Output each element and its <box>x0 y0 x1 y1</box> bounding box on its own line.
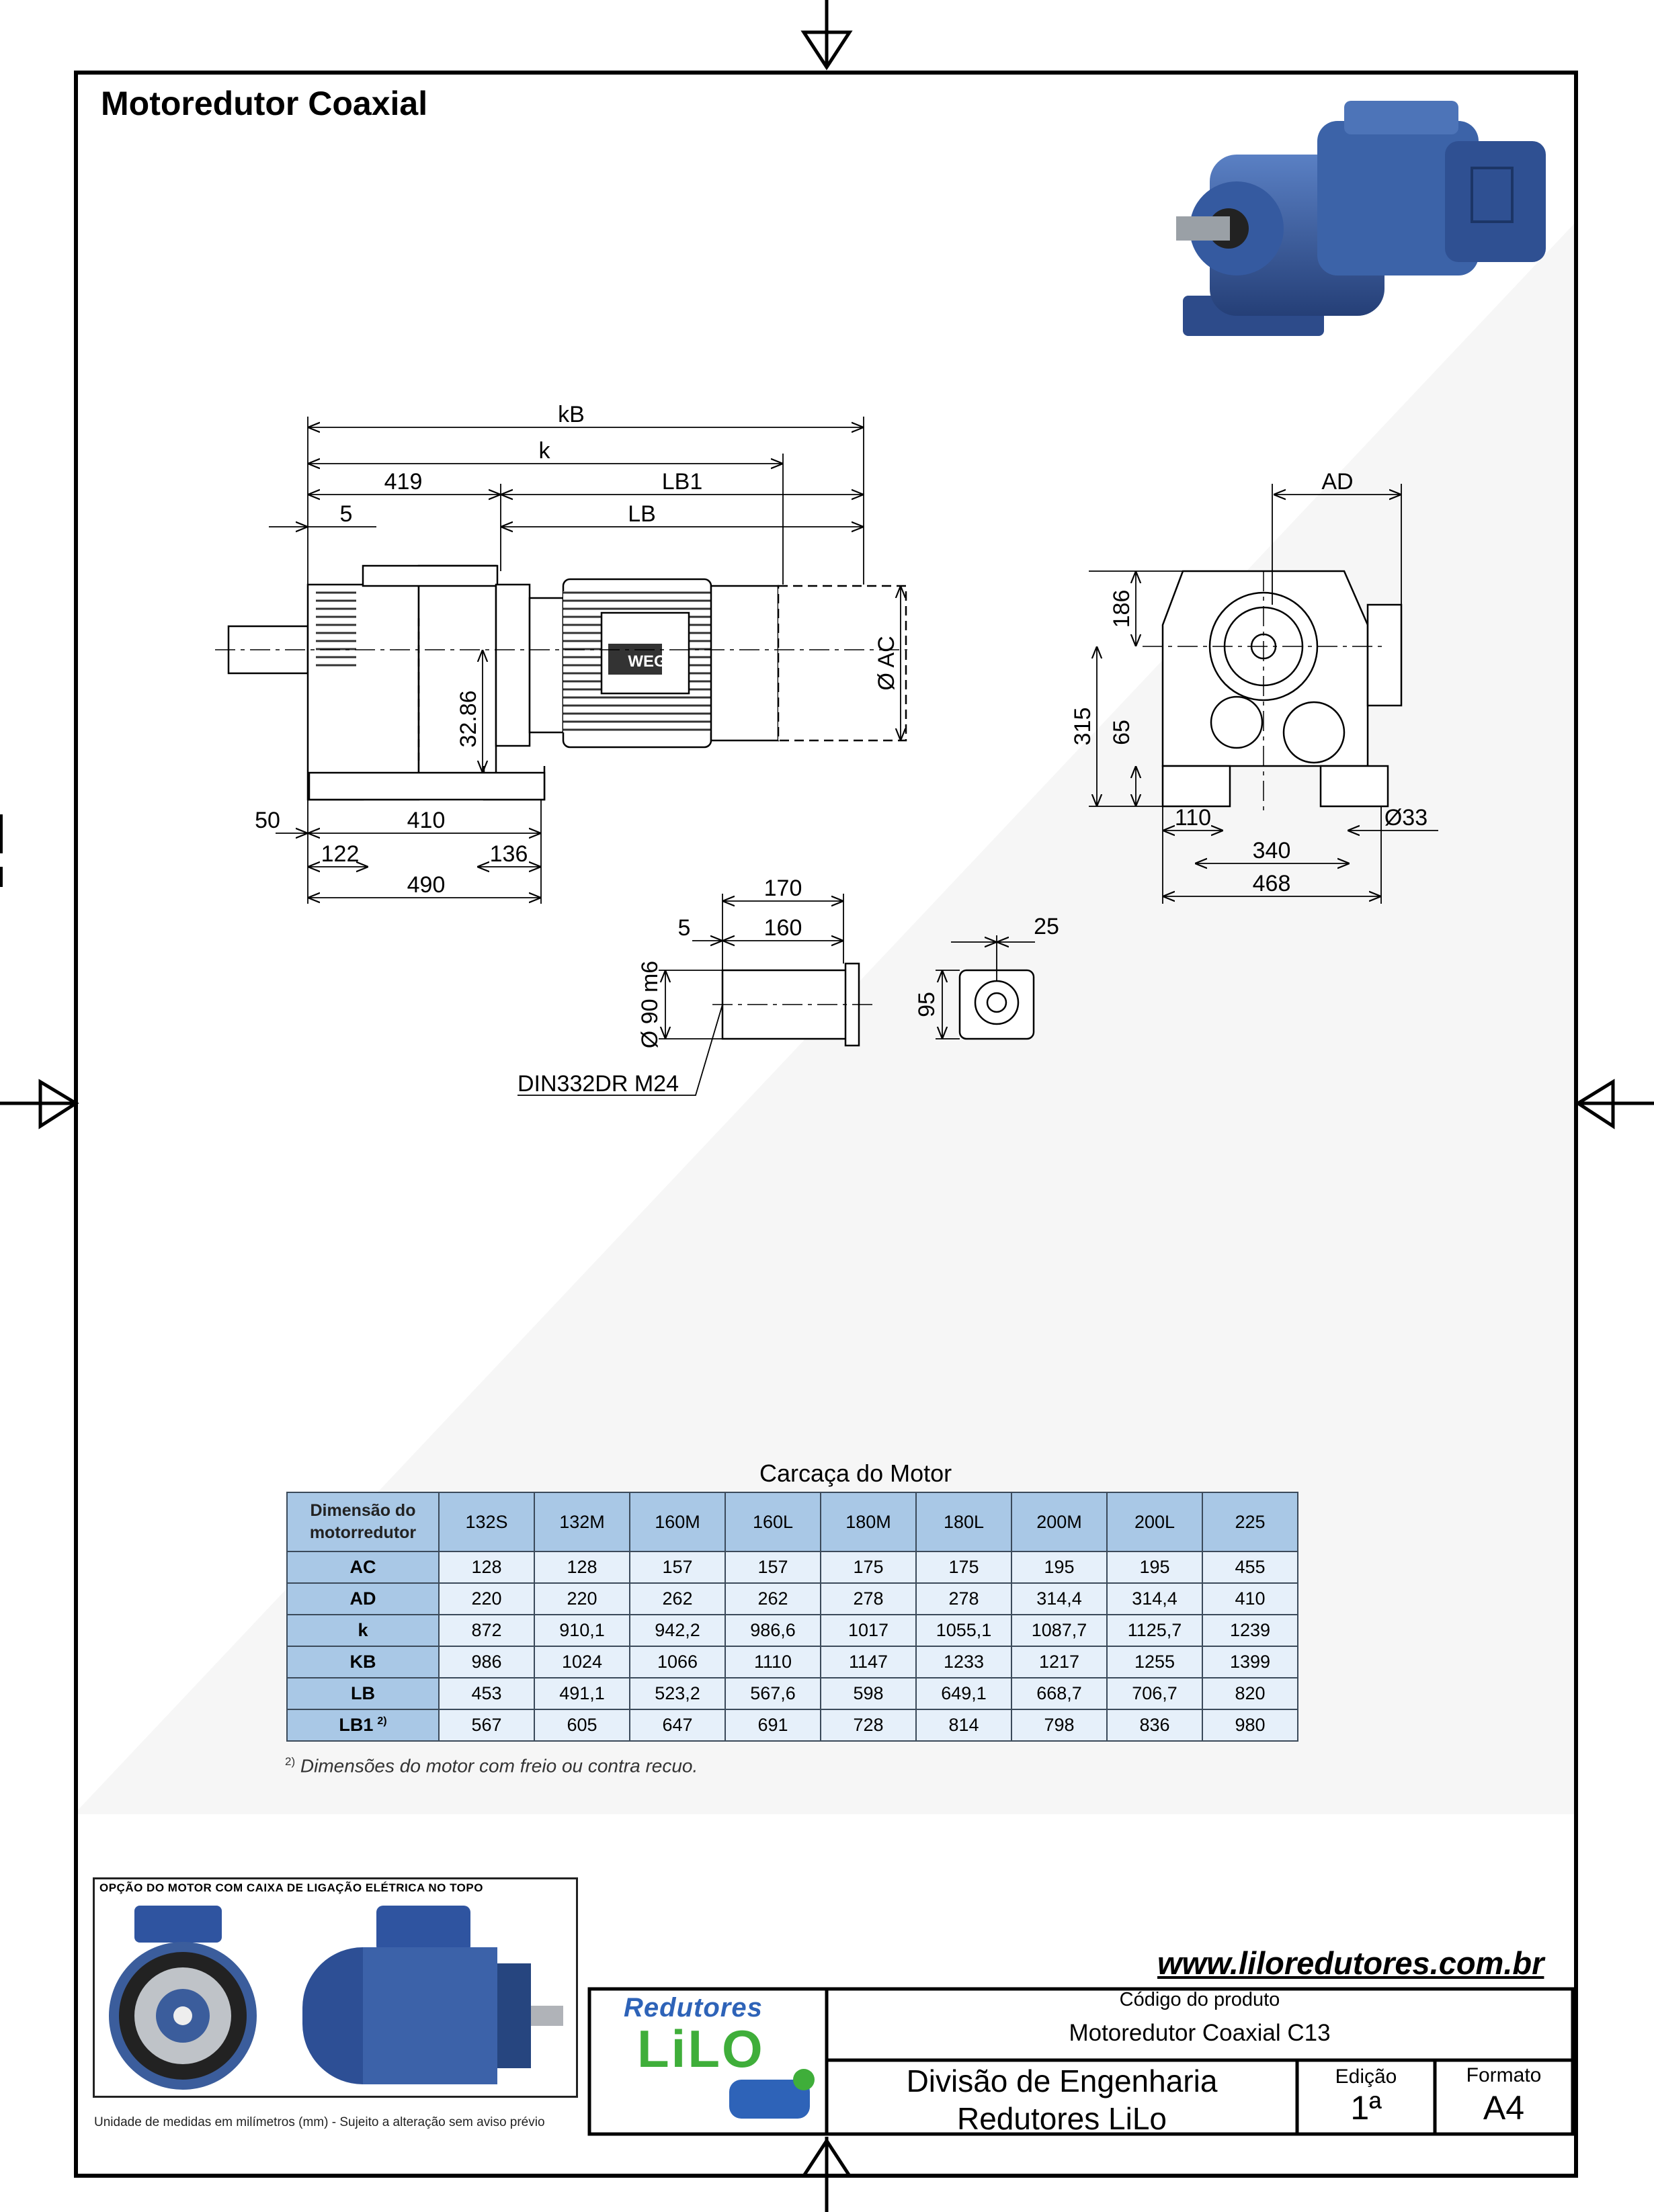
dim-label-033: Ø33 <box>1384 805 1428 831</box>
dim-label-122: 122 <box>321 841 360 867</box>
table-header-row <box>287 1492 1298 1551</box>
dim-label-k: k <box>538 438 550 464</box>
edition-value: 1ª <box>1350 2089 1382 2127</box>
dim-label-136: 136 <box>489 841 528 867</box>
product-code-label: Código do produto <box>1119 1989 1280 2010</box>
table-header-col: 180M <box>821 1492 916 1551</box>
table-cell: 1125,7 <box>1107 1615 1202 1646</box>
table-cell: 175 <box>916 1551 1011 1583</box>
table-cell: 1017 <box>821 1615 916 1646</box>
division-line-2: Redutores LiLo <box>957 2101 1167 2136</box>
dim-label-32-86: 32.86 <box>456 690 481 748</box>
table-cell: 278 <box>821 1583 916 1615</box>
table-cell: 453 <box>439 1678 534 1709</box>
table-cell: 278 <box>916 1583 1011 1615</box>
dim-label-315: 315 <box>1070 707 1095 746</box>
table-cell: 128 <box>534 1551 630 1583</box>
dim-label-kB: kB <box>558 402 585 427</box>
format-label: Formato <box>1466 2064 1542 2086</box>
table-header-col: 160L <box>725 1492 821 1551</box>
table-cell: 691 <box>725 1709 821 1741</box>
product-name: Motoredutor Coaxial C13 <box>1069 2020 1331 2046</box>
table-cell: 491,1 <box>534 1678 630 1709</box>
dim-label-LB1: LB1 <box>661 469 703 495</box>
table-header-col: 160M <box>630 1492 725 1551</box>
table-cell: 1087,7 <box>1011 1615 1107 1646</box>
table-cell: 980 <box>1202 1709 1298 1741</box>
table-row-label <box>287 1646 439 1678</box>
row-label-text: LB <box>351 1683 375 1703</box>
table-row <box>287 1583 1298 1615</box>
table-cell: 836 <box>1107 1709 1202 1741</box>
table-cell: 1255 <box>1107 1646 1202 1678</box>
center-marker-top <box>804 0 850 67</box>
dim-label-468: 468 <box>1252 871 1291 896</box>
row-label-text: LB1 <box>339 1715 374 1735</box>
dim-label-110: 110 <box>1174 805 1212 831</box>
table-cell: 668,7 <box>1011 1678 1107 1709</box>
table-row-label <box>287 1615 439 1646</box>
dim-label-090-m6: Ø 90 m6 <box>637 960 663 1049</box>
dim-label-25: 25 <box>1034 914 1059 939</box>
table-cell: 649,1 <box>916 1678 1011 1709</box>
table-cell: 1066 <box>630 1646 725 1678</box>
dim-label-170: 170 <box>763 876 802 901</box>
center-marker-bottom <box>804 2137 850 2212</box>
table-header-col: 200L <box>1107 1492 1202 1551</box>
table-cell: 647 <box>630 1709 725 1741</box>
table-cell: 820 <box>1202 1678 1298 1709</box>
dim-label-340: 340 <box>1252 838 1291 863</box>
table-cell: 195 <box>1107 1551 1202 1583</box>
table-cell: 1147 <box>821 1646 916 1678</box>
table-header-col: 200M <box>1011 1492 1107 1551</box>
side-view <box>215 566 907 800</box>
table-cell: 1217 <box>1011 1646 1107 1678</box>
table-cell: 1399 <box>1202 1646 1298 1678</box>
table-row-label <box>287 1551 439 1583</box>
table-cell: 523,2 <box>630 1678 725 1709</box>
table-cell: 455 <box>1202 1551 1298 1583</box>
table-cell: 728 <box>821 1709 916 1741</box>
table-caption: Carcaça do Motor <box>759 1459 952 1487</box>
table-cell: 314,4 <box>1107 1583 1202 1615</box>
dim-label-5: 5 <box>339 501 353 527</box>
table-header-col: 132M <box>534 1492 630 1551</box>
table-cell: 1055,1 <box>916 1615 1011 1646</box>
edition-label: Edição <box>1335 2066 1397 2088</box>
center-marker-right <box>1578 1082 1654 1126</box>
table-cell: 314,4 <box>1011 1583 1107 1615</box>
table-cell: 872 <box>439 1615 534 1646</box>
table-row-label <box>287 1583 439 1615</box>
dim-label-AC: Ø AC <box>874 636 899 691</box>
table-row <box>287 1709 1298 1741</box>
table-cell: 910,1 <box>534 1615 630 1646</box>
table-cell: 262 <box>630 1583 725 1615</box>
brand-line-2: LiLO <box>637 2019 765 2078</box>
format-value: A4 <box>1483 2089 1525 2127</box>
footnote-mark: 2) <box>285 1755 296 1768</box>
dim-label-din332: DIN332DR M24 <box>518 1071 679 1097</box>
dim-label-490: 490 <box>407 872 446 898</box>
dim-label-160: 160 <box>763 915 802 941</box>
table-cell: 262 <box>725 1583 821 1615</box>
dim-label-AD: AD <box>1321 469 1354 495</box>
row-label-sup: 2) <box>377 1715 387 1727</box>
dim-label-410: 410 <box>407 808 446 833</box>
table-body <box>287 1551 1298 1741</box>
table-cell: 1110 <box>725 1646 821 1678</box>
website-link[interactable]: www.liloredutores.com.br <box>1157 1945 1544 1981</box>
weg-logo: WEG <box>628 652 667 671</box>
footnote <box>285 1755 698 1777</box>
page-title: Motoredutor Coaxial <box>101 85 428 122</box>
units-note: Unidade de medidas em milímetros (mm) - Sujeito a alteração sem aviso prévio <box>94 2115 545 2129</box>
table-cell: 567 <box>439 1709 534 1741</box>
table-cell: 157 <box>630 1551 725 1583</box>
division-line-1: Divisão de Engenharia <box>906 2064 1218 2098</box>
table-header-col: 225 <box>1202 1492 1298 1551</box>
product-render <box>1176 101 1546 336</box>
table-cell: 605 <box>534 1709 630 1741</box>
table-cell: 1233 <box>916 1646 1011 1678</box>
table-cell: 598 <box>821 1678 916 1709</box>
table-cell: 410 <box>1202 1583 1298 1615</box>
table-cell: 706,7 <box>1107 1678 1202 1709</box>
table-cell: 986 <box>439 1646 534 1678</box>
motor-option-title: OPÇÃO DO MOTOR COM CAIXA DE LIGAÇÃO ELÉTRICA NO TOPO <box>99 1881 483 1894</box>
table-cell: 942,2 <box>630 1615 725 1646</box>
row-label-text: k <box>358 1620 368 1640</box>
table-row-label <box>287 1678 439 1709</box>
table-cell: 175 <box>821 1551 916 1583</box>
table-cell: 986,6 <box>725 1615 821 1646</box>
dim-label-419: 419 <box>384 469 423 495</box>
row-label-text: AD <box>349 1588 376 1609</box>
dim-label-50: 50 <box>255 808 280 833</box>
table-row <box>287 1615 1298 1646</box>
table-cell: 1024 <box>534 1646 630 1678</box>
table-cell: 798 <box>1011 1709 1107 1741</box>
dim-label-shaft-5: 5 <box>677 915 691 941</box>
row-label-text: KB <box>349 1652 376 1672</box>
center-marker-left <box>0 1082 76 1126</box>
brand-line-1: Redutores <box>624 1993 763 2023</box>
table-row <box>287 1551 1298 1583</box>
dimension-table <box>286 1492 1298 1742</box>
table-cell: 195 <box>1011 1551 1107 1583</box>
table-row <box>287 1678 1298 1709</box>
table-header-dimension: Dimensão do motorredutor <box>287 1492 439 1551</box>
table-row <box>287 1646 1298 1678</box>
table-cell: 128 <box>439 1551 534 1583</box>
dim-label-65: 65 <box>1109 720 1134 745</box>
table-cell: 1239 <box>1202 1615 1298 1646</box>
table-cell: 567,6 <box>725 1678 821 1709</box>
table-cell: 220 <box>439 1583 534 1615</box>
table-header-col: 180L <box>916 1492 1011 1551</box>
motor-option-box <box>93 1877 578 2098</box>
table-cell: 157 <box>725 1551 821 1583</box>
row-label-text: AC <box>349 1557 376 1577</box>
table-row-label <box>287 1709 439 1741</box>
table-header-col: 132S <box>439 1492 534 1551</box>
dim-label-LB: LB <box>628 501 656 527</box>
table-cell: 220 <box>534 1583 630 1615</box>
table-cell: 814 <box>916 1709 1011 1741</box>
dim-label-186: 186 <box>1109 589 1134 628</box>
dim-label-95: 95 <box>914 992 940 1017</box>
footnote-text: Dimensões do motor com freio ou contra recuo. <box>300 1755 698 1777</box>
